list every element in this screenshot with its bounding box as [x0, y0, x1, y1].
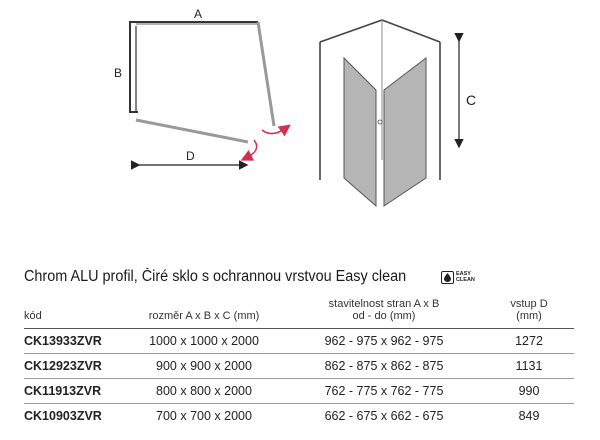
persp-back-top-left	[320, 20, 382, 42]
table-row	[24, 329, 574, 354]
plan-wall-profile	[130, 22, 258, 112]
table-header-row	[24, 294, 574, 329]
row-size: 700 x 700 x 2000	[156, 409, 252, 423]
row-size: 1000 x 1000 x 2000	[124, 329, 284, 354]
product-title: Chrom ALU profil, Čiré sklo s ochrannou vrstvou Easy clean	[24, 268, 407, 285]
plan-view	[114, 7, 286, 165]
row-code: CK10903ZVR	[24, 409, 102, 423]
water-drop-icon	[441, 271, 454, 284]
header-size: rozměr A x B x C (mm)	[124, 294, 284, 329]
row-size: 900 x 900 x 2000	[124, 354, 284, 379]
row-adjust: 762 - 775 x 762 - 775	[284, 379, 484, 404]
label-c: C	[466, 92, 477, 108]
row-adjust: 862 - 875 x 862 - 875	[284, 354, 484, 379]
plan-right-door	[258, 22, 274, 126]
row-entry: 1131	[484, 354, 574, 379]
row-adjust: 662 - 675 x 662 - 675	[324, 409, 444, 423]
row-code: CK13933ZVR	[24, 329, 124, 354]
door-handle-icon	[378, 120, 382, 124]
row-code: CK11913ZVR	[24, 379, 124, 404]
easy-clean-label	[456, 271, 475, 283]
persp-right-door	[384, 58, 426, 206]
header-adjust-line1: stavitelnost stran A x B	[328, 298, 440, 310]
easy-clean-line1: EASY	[455, 271, 471, 277]
header-adjust-line2: od - do (mm)	[352, 310, 416, 322]
door-swing-arrow-1	[262, 128, 286, 134]
label-b: B	[114, 66, 123, 80]
easy-clean-line2: CLEAN	[455, 277, 475, 283]
row-entry: 1272	[484, 329, 574, 354]
header-entry-line2: (mm)	[516, 310, 542, 322]
header-code: kód	[24, 294, 124, 329]
row-code: CK12923ZVR	[24, 354, 124, 379]
row-size: 800 x 800 x 2000	[124, 379, 284, 404]
plan-bottom-door	[136, 120, 248, 142]
header-entry-line1: vstup D	[510, 298, 548, 310]
label-a: A	[194, 7, 203, 21]
spec-table	[24, 294, 574, 428]
row-entry: 849	[518, 409, 540, 423]
table-row	[24, 354, 574, 379]
table-row	[24, 404, 574, 429]
product-title-row	[24, 268, 475, 286]
header-adjust	[284, 294, 484, 329]
persp-back-top-right	[382, 20, 440, 42]
easy-clean-badge	[441, 271, 475, 284]
table-row	[24, 379, 574, 404]
row-adjust: 962 - 975 x 962 - 975	[284, 329, 484, 354]
header-entry	[484, 294, 574, 329]
label-d: D	[186, 149, 195, 163]
perspective-view	[320, 20, 476, 206]
persp-left-door	[344, 58, 376, 206]
row-entry: 990	[484, 379, 574, 404]
